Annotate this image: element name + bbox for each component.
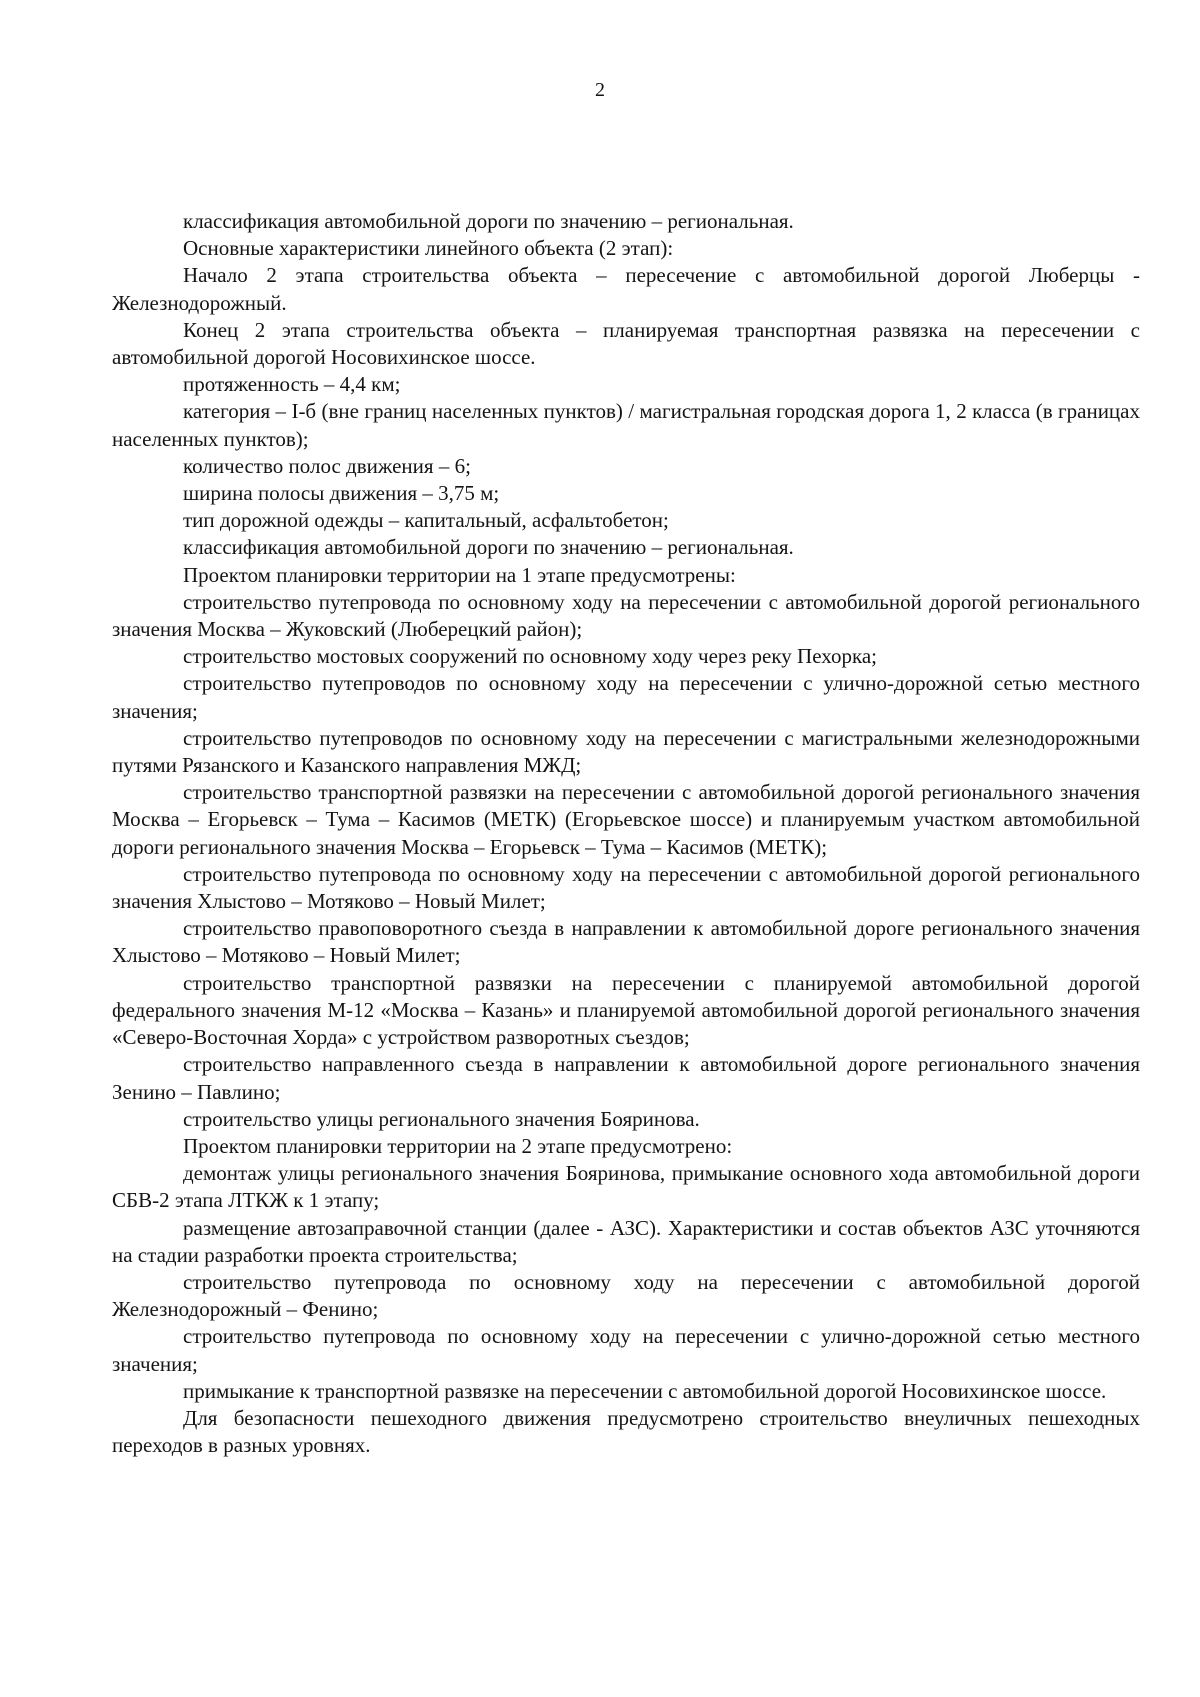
paragraph: количество полос движения – 6; [183, 453, 471, 478]
paragraph: строительство транспортной развязки на пересечении с планируемой автомобильной дорогой федерального значения М-12 «Москва – Казань» и планируемой автомобильной дорогой регионального значения «Северо-Восточная Хорда» с устройством разворотных съездов; [112, 970, 1140, 1050]
paragraph: демонтаж улицы регионального значения Бояринова, примыкание основного хода автомобильной дороги СБВ-2 этапа ЛТКЖ к 1 этапу; [112, 1161, 1140, 1213]
paragraph: строительство путепроводов по основному ходу на пересечении с магистральными железнодорожными путями Рязанского и Казанского направления МЖД; [112, 725, 1140, 778]
paragraph: Проектом планировки территории на 1 этапе предусмотрены: [183, 562, 736, 587]
paragraph: ширина полосы движения – 3,75 м; [183, 481, 500, 506]
paragraph: строительство путепровода по основному ходу на пересечении с автомобильной дорогой Железнодорожный – Фенино; [112, 1269, 1140, 1322]
paragraph: классификация автомобильной дороги по значению – региональная. [183, 209, 794, 233]
paragraph: строительство путепровода по основному ходу на пересечении с улично-дорожной сетью местного значения; [112, 1324, 1140, 1376]
paragraph: Проектом планировки территории на 2 этапе предусмотрено: [183, 1133, 733, 1158]
paragraph: строительство правоповоротного съезда в направлении к автомобильной дороге регионального значения Хлыстово – Мотяково – Новый Милет; [112, 916, 1140, 968]
paragraph: примыкание к транспортной развязке на пересечении с автомобильной дорогой Носовихинское шоссе. [183, 1378, 1107, 1403]
paragraph: тип дорожной одежды – капитальный, асфальтобетон; [183, 508, 669, 533]
paragraph: Начало 2 этапа строительства объекта – пересечение с автомобильной дорогой Люберцы - Железнодорожный. [112, 263, 1140, 315]
paragraph: размещение автозаправочной станции (далее - АЗС). Характеристики и состав объектов АЗС уточняются на стадии разработки проекта строительства; [112, 1215, 1140, 1267]
paragraph: Основные характеристики линейного объекта (2 этап): [183, 236, 674, 261]
paragraph: Для безопасности пешеходного движения предусмотрено строительство внеуличных пешеходных переходов в разных уровнях. [112, 1405, 1140, 1458]
paragraph: протяженность – 4,4 км; [183, 372, 401, 397]
paragraph: строительство мостовых сооружений по основному ходу через реку Пехорка; [183, 644, 877, 669]
paragraph: классификация автомобильной дороги по значению – региональная. [183, 535, 794, 560]
document-body [112, 208, 1140, 1459]
paragraph: строительство направленного съезда в направлении к автомобильной дороге регионального значения Зенино – Павлино; [112, 1052, 1140, 1104]
paragraph: строительство путепровода по основному ходу на пересечении с автомобильной дорогой регионального значения Хлыстово – Мотяково – Новый Милет; [112, 861, 1140, 914]
paragraph: строительство путепровода по основному ходу на пересечении с автомобильной дорогой регионального значения Москва – Жуковский (Люберецкий район); [112, 589, 1140, 642]
paragraph: строительство транспортной развязки на пересечении с автомобильной дорогой регионального значения Москва – Егорьевск – Тума – Касимов (МЕТК) (Егорьевское шоссе) и планируемым участком автомобильной дороги регионального значения Москва – Егорьевск – Тума – Касимов (МЕТК); [112, 780, 1140, 859]
paragraph: Конец 2 этапа строительства объекта – планируемая транспортная развязка на пересечении с автомобильной дорогой Носовихинское шоссе. [112, 317, 1140, 370]
page-number: 2 [595, 79, 605, 101]
paragraph: категория – I-б (вне границ населенных пунктов) / магистральная городская дорога 1, 2 класса (в границах населенных пунктов); [112, 399, 1140, 451]
paragraph: строительство путепроводов по основному ходу на пересечении с улично-дорожной сетью местного значения; [112, 671, 1140, 723]
paragraph: строительство улицы регионального значения Бояринова. [183, 1106, 700, 1131]
